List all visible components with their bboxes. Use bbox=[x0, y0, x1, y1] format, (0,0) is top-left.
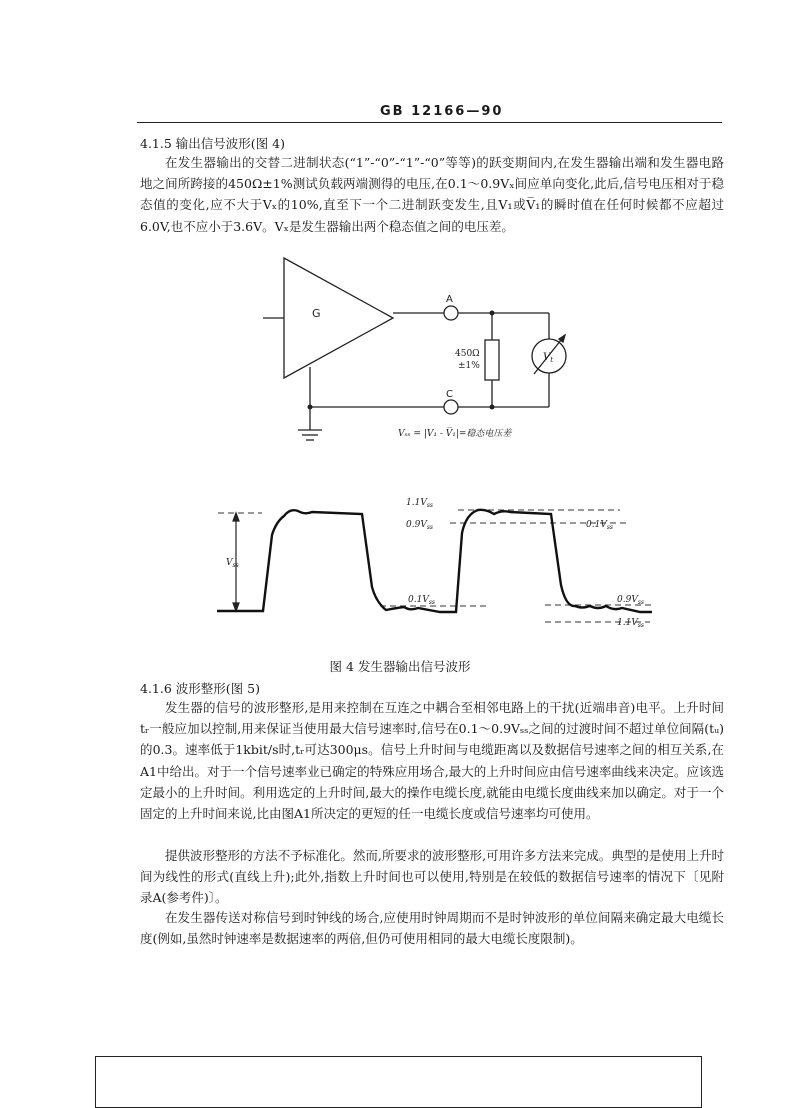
standard-number: GB 12166—90 bbox=[380, 104, 504, 119]
vss-label: $V_{ss}$ bbox=[226, 558, 239, 569]
level-0-1-label: $0.1V_{ss}$ bbox=[408, 595, 435, 606]
level-1-1-label: $1.1V_{ss}$ bbox=[406, 498, 433, 509]
level-0-1-right-label: $0.1V_{ss}$ bbox=[586, 520, 613, 531]
level-1-1-right-label: $1.1V_{ss}$ bbox=[617, 618, 644, 629]
test-circuit-diagram bbox=[0, 0, 800, 460]
generator-triangle bbox=[284, 258, 393, 378]
output-waveform bbox=[0, 490, 800, 650]
resistor-value: 450Ω bbox=[455, 349, 480, 359]
terminal-a-label: A bbox=[446, 294, 453, 305]
figure-caption: 图 4 发生器输出信号波形 bbox=[329, 659, 471, 674]
resistor-tolerance: ±1% bbox=[458, 361, 480, 371]
footer-box bbox=[95, 1056, 702, 1108]
steady-state-formula: Vₛₛ = |V₁ - V̅₁|=稳态电压差 bbox=[398, 429, 512, 439]
level-0-9-right-label: $0.9V_{ss}$ bbox=[617, 595, 644, 606]
terminal-c bbox=[444, 400, 458, 414]
section-4-1-6-paragraph-2: 提供波形整形的方法不予标准化。然而,所要求的波形整形,可用许多方法来完成。典型的是使用上升时间为线性的形式(直线上升);此外,指数上升时间也可以使用,特别是在较低的数据信号速率的情况下〔见附录A(参考件)〕。 bbox=[140, 848, 724, 906]
terminal-a bbox=[444, 306, 458, 320]
section-4-1-5-heading: 4.1.5 输出信号波形(图 4) bbox=[140, 136, 285, 151]
terminal-c-label: C bbox=[446, 389, 453, 400]
section-4-1-5-paragraph: 在发生器输出的交替二进制状态(“1”-“0”-“1”-“0”等等)的跃变期间内,在发生器输出端和发生器电路地之间所跨接的450Ω±1%测试负载两端测得的电压,在0.1～0.9Vₓ间应单向变化,此后,信号电压相对于稳态值的变化,应不大于Vₓ的10%,直至下一个二进制跃变发生,且V₁或V̅₁的瞬时值在任何时候都不应超过6.0V,也不应小于3.6V。Vₓ是发生器输出两个稳态值之间的电压差。 bbox=[140, 155, 724, 234]
section-4-1-6-heading: 4.1.6 波形整形(图 5) bbox=[140, 681, 260, 696]
resistor-450 bbox=[485, 340, 499, 380]
level-0-9-label: $0.9V_{ss}$ bbox=[406, 520, 433, 531]
generator-label: G bbox=[312, 307, 321, 320]
section-4-1-6-paragraph-3: 在发生器传送对称信号到时钟线的场合,应使用时钟周期而不是时钟波形的单位间隔来确定最大电缆长度(例如,虽然时钟速率是数据速率的两倍,但仍可使用相同的最大电缆长度限制)。 bbox=[140, 910, 724, 947]
voltmeter-label: $V_t$ bbox=[543, 352, 554, 364]
section-4-1-6-paragraph-1: 发生器的信号的波形整形,是用来控制在互连之中耦合至相邻电路上的干扰(近端串音)电平。上升时间tᵣ一般应加以控制,用来保证当使用最大信号速率时,信号在0.1～0.9Vₛₛ之间的过渡时间不超过单位间隔(tᵤ)的0.3。速率低于1kbit/s时,tᵣ可达300μs。信号上升时间与电缆距离以及数据信号速率之间的相互关系,在A1中给出。对于一个信号速率业已确定的特殊应用场合,最大的上升时间应由信号速率曲线来决定。应该选定最小的上升时间。利用选定的上升时间,最大的操作电缆长度,就能由电缆长度曲线来加以确定。对于一个固定的上升时间来说,比由图A1所决定的更短的任一电缆长度或信号速率均可使用。 bbox=[140, 700, 724, 822]
